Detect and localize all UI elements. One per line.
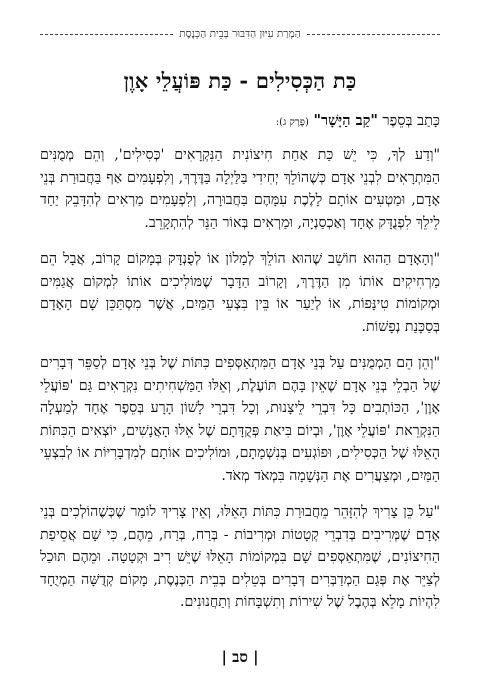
running-title: הַמְרַת עִיּוּן הַדִּבּוּר בְּבֵית הַכְּנֶסֶת — [179, 28, 301, 40]
body-text — [40, 144, 440, 614]
header-rule-left — [40, 34, 173, 35]
source-prefix: כָּתַב בְּסֵפֶר — [382, 113, 440, 129]
paragraph-3: "וְהֵן הֵם הַמְמֻנִּים עַל בְּנֵי אָדָם הַמִּתְאַסְּפִים כִּתּוֹת שֶׁל בְּנֵי אָדָם לְסַפֵּר דְּבָרִים שֶׁל הַבְלֵי בְּנֵי אָדָם שֶׁאֵין בָּהֶם תּוֹעֶלֶת, וְאֵלּוּ הַמַּשְׁחִיתִים נִקְרָאִים גַּם 'פּוֹעֲלֵי אָוֶן', הַכּוֹתְבִים כָּל דִּבְרֵי לֵיצָנוּת, וְכָל דִּבְרֵי לָשׁוֹן הָרָע בְּסֵפֶר אֶחָד לְמַעְלָה הַנִּקְרֵאת 'פּוֹעֲלֵי אָוֶן', וּבְיוֹם בִּיאַת פְּקֻדָּתָם שֶׁל אֵלּוּ הָאֲנָשִׁים, יוֹצְאִים הַכִּתּוֹת הָאֵלּוּ שֶׁל הַכְּסִילִים, וּפוֹגְעִים בְּנִשְׁמָתָם, וּמוֹלִיכִים אוֹתָם לְמִדְבָּרִיּוֹת אוֹ לְבִצְעֵי הַמַּיִם, וּמְצַעֲרִים אֶת הַנְּשָׁמָה בִּמְאֹד מְאֹד. — [40, 355, 440, 484]
page-number: | סב | — [221, 648, 259, 666]
paragraph-2: "וְהָאָדָם הַהוּא חוֹשֵׁב שֶׁהוּא הוֹלֵךְ לְמָלוֹן אוֹ לְפֻנְדָּק בְּמָקוֹם קָרוֹב, אֲבָל הֵם מַרְחִיקִים אוֹתוֹ מִן הַדֶּרֶךְ, וְקָרוֹב הַדָּבָר שֶׁמּוֹלִיכִים אוֹתוֹ לִמְקוֹם אֲגַמִּים וּמְקוֹמוֹת טִינָּפוֹת, אוֹ לְיַעַר אוֹ בֵּין בִּצְעֵי הַמַּיִם, אֲשֶׁר מִסְתַּכֵּן שָׁם הָאָדָם בְּסַכָּנַת נְפָשׁוֹת. — [40, 251, 440, 335]
source-line — [40, 112, 440, 130]
source-chapter: (פֶּרֶק ג): — [275, 117, 309, 128]
page-title: כַּת הַכְּסִילִים - כַּת פּוֹעֲלֵי אָוֶן — [123, 68, 357, 93]
paragraph-4: "עַל כֵּן צָרִיךְ לְהִזָּהֵר מֵחֲבוּרַת כִּתּוֹת הָאֵלּוּ, וְאֵין צָרִיךְ לוֹמַר שֶׁכְּשֶׁהוֹלְכִים בְּנֵי אָדָם שֶׁמְּרִיבִים בְּדִבְרֵי קְטָטוֹת וּמְרִיבוֹת - בְּרַח, בְּרַח, מֵהֶם, כִּי שָׁם אֲסֵיפַת הַחִיצוֹנִים, שֶׁמִּתְאַסְּפִים שָׁם בִּמְקוֹמוֹת הָאֵלּוּ שֶׁיֵּשׁ רִיב וּקְטָטָה. וּמֵהֶם תּוּכַל לְצַיֵּר אֶת פְּגַם הַמְדַבְּרִים דְּבָרִים בְּטֵלִים בְּבֵית הַכְּנֶסֶת, מָקוֹם קְדֻשָּׁה הַמְיֻחָד לִהְיוֹת מָלֵא בְּהֶבֶל שֶׁל שִׁירוֹת וְתִשְׁבָּחוֹת וְתַחֲנוּנִים. — [40, 504, 440, 610]
source-book: "קַב הַיָּשָׁר" — [313, 112, 378, 129]
paragraph-1: "וְדַע לְךָ, כִּי יֵשׁ כַּת אַחַת חִיצוֹנִית הַנִּקְרָאִים 'כְּסִילִים', וְהֵם מְמֻנִּים הַמִּתְרָאִים לִבְנֵי אָדָם כְּשֶׁהוֹלֵךְ יְחִידִי בַּלַּיְלָה בַּדֶּרֶךְ, וְלִפְעָמִים אַף בַּחֲבוּרַת בְּנֵי אָדָם, וּמַטְעִים אוֹתָם לָלֶכֶת עִמָּהֶם בַּחֲבוּרָה, וְלִפְעָמִים מַרְאִים לְהִדָּבֵק יַחַד לֵילֵךְ לִפְנֻדָּק אֶחָד וְאַכְסַנְיָה, וּמַרְאִים בְּאוֹר הַנֵּר לְהִתְקָרֵב. — [40, 147, 440, 231]
running-header — [40, 28, 440, 40]
header-rule-right — [307, 34, 440, 35]
